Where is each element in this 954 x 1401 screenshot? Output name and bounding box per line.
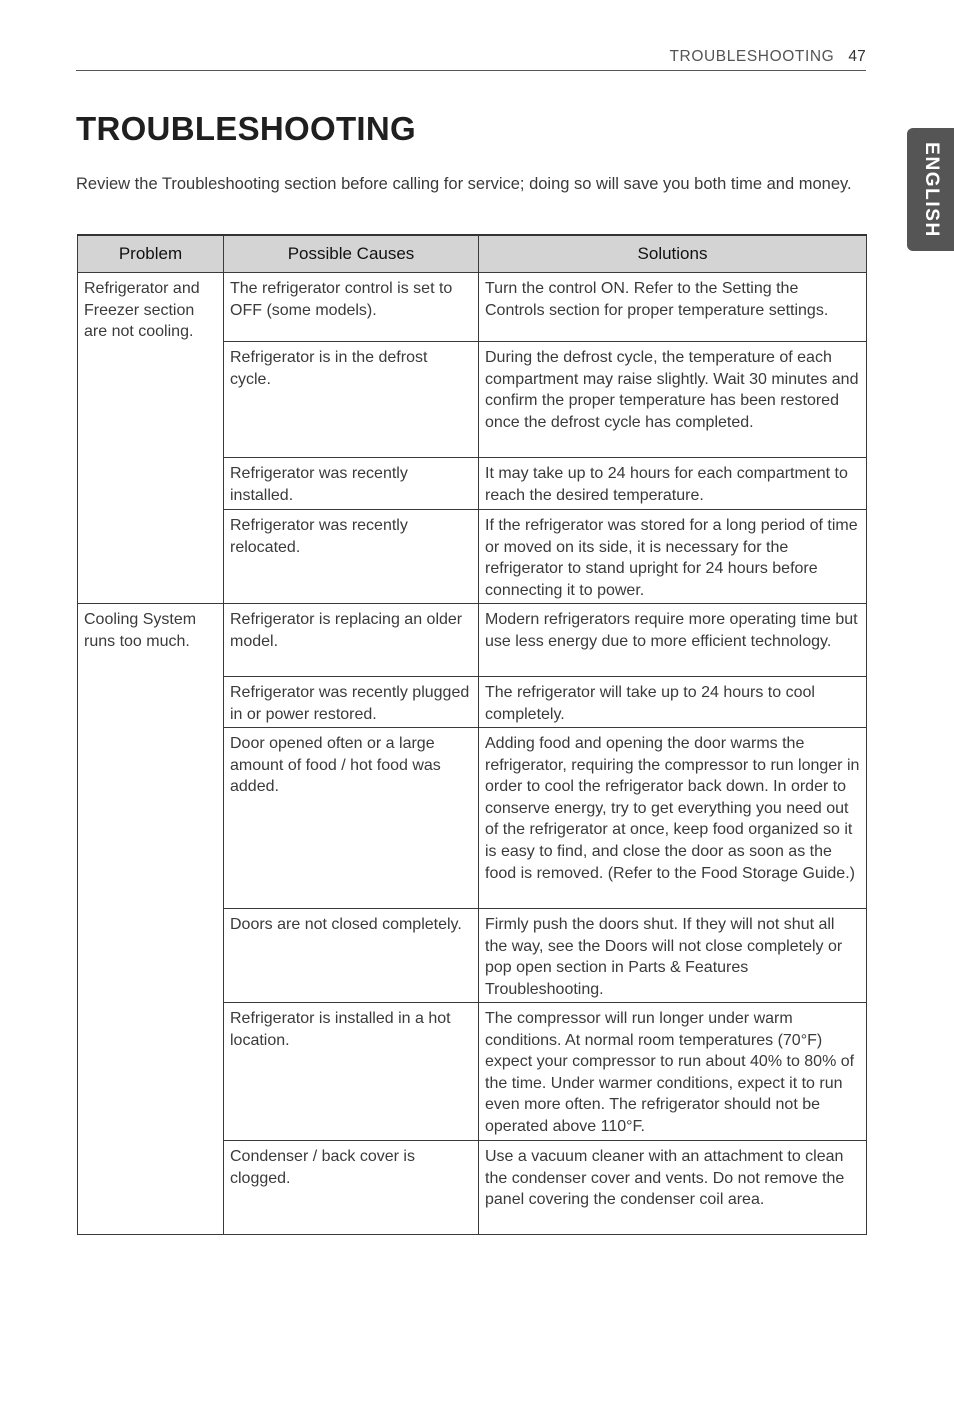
intro-paragraph: Review the Troubleshooting section before calling for service; doing so will save you both time and money. — [76, 175, 852, 193]
language-tab — [907, 128, 954, 251]
cause-cell: Refrigerator is in the defrost cycle. — [224, 342, 479, 458]
problem-cell: Refrigerator and Freezer section are not cooling. — [78, 273, 224, 604]
cause-cell: Refrigerator is replacing an older model. — [224, 604, 479, 677]
solution-cell: The refrigerator will take up to 24 hours to cool completely. — [479, 677, 867, 728]
language-tab-label: ENGLISH — [920, 141, 942, 238]
solution-cell: Use a vacuum cleaner with an attachment to clean the condenser cover and vents. Do not remove the panel covering the condenser coil area. — [479, 1141, 867, 1235]
solution-cell: The compressor will run longer under warm conditions. At normal room temperatures (70°F) expect your compressor to run about 40% to 80% of the time. Under warmer conditions, expect it to run even more often. The refrigerator should not be operated above 110°F. — [479, 1003, 867, 1141]
solution-cell: Adding food and opening the door warms the refrigerator, requiring the compressor to run longer in order to cool the refrigerator back down. In order to conserve energy, try to get everything you need out of the refrigerator at once, keep food organized so it is easy to find, and close the door as soon as the food is removed. (Refer to the Food Storage Guide.) — [479, 728, 867, 909]
solution-cell: During the defrost cycle, the temperature of each compartment may raise slightly. Wait 30 minutes and confirm the proper temperature has been restored once the defrost cycle has completed. — [479, 342, 867, 458]
table-row — [78, 604, 867, 677]
page-title: TROUBLESHOOTING — [76, 110, 416, 147]
cause-cell: Refrigerator was recently plugged in or power restored. — [224, 677, 479, 728]
cause-cell: Condenser / back cover is clogged. — [224, 1141, 479, 1235]
column-header-causes: Possible Causes — [224, 235, 479, 273]
cause-cell: Refrigerator was recently installed. — [224, 458, 479, 510]
table-row — [78, 273, 867, 342]
page-number: 47 — [848, 48, 866, 65]
cause-cell: Refrigerator is installed in a hot location. — [224, 1003, 479, 1141]
column-header-problem: Problem — [78, 235, 224, 273]
running-header-section: TROUBLESHOOTING — [669, 48, 835, 65]
cause-cell: The refrigerator control is set to OFF (some models). — [224, 273, 479, 342]
solution-cell: Firmly push the doors shut. If they will not shut all the way, see the Doors will not close completely or pop open section in Parts & Features Troubleshooting. — [479, 909, 867, 1003]
solution-cell: If the refrigerator was stored for a long period of time or moved on its side, it is necessary for the refrigerator to stand upright for 24 hours before connecting it to power. — [479, 510, 867, 604]
cause-cell: Doors are not closed completely. — [224, 909, 479, 1003]
problem-cell: Cooling System runs too much. — [78, 604, 224, 1235]
solution-cell: Modern refrigerators require more operating time but use less energy due to more efficient technology. — [479, 604, 867, 677]
cause-cell: Door opened often or a large amount of food / hot food was added. — [224, 728, 479, 909]
running-header — [76, 48, 866, 71]
column-header-solutions: Solutions — [479, 235, 867, 273]
solution-cell: Turn the control ON. Refer to the Setting the Controls section for proper temperature settings. — [479, 273, 867, 342]
table-header-row — [78, 235, 867, 273]
solution-cell: It may take up to 24 hours for each compartment to reach the desired temperature. — [479, 458, 867, 510]
cause-cell: Refrigerator was recently relocated. — [224, 510, 479, 604]
troubleshooting-table — [77, 234, 867, 1235]
